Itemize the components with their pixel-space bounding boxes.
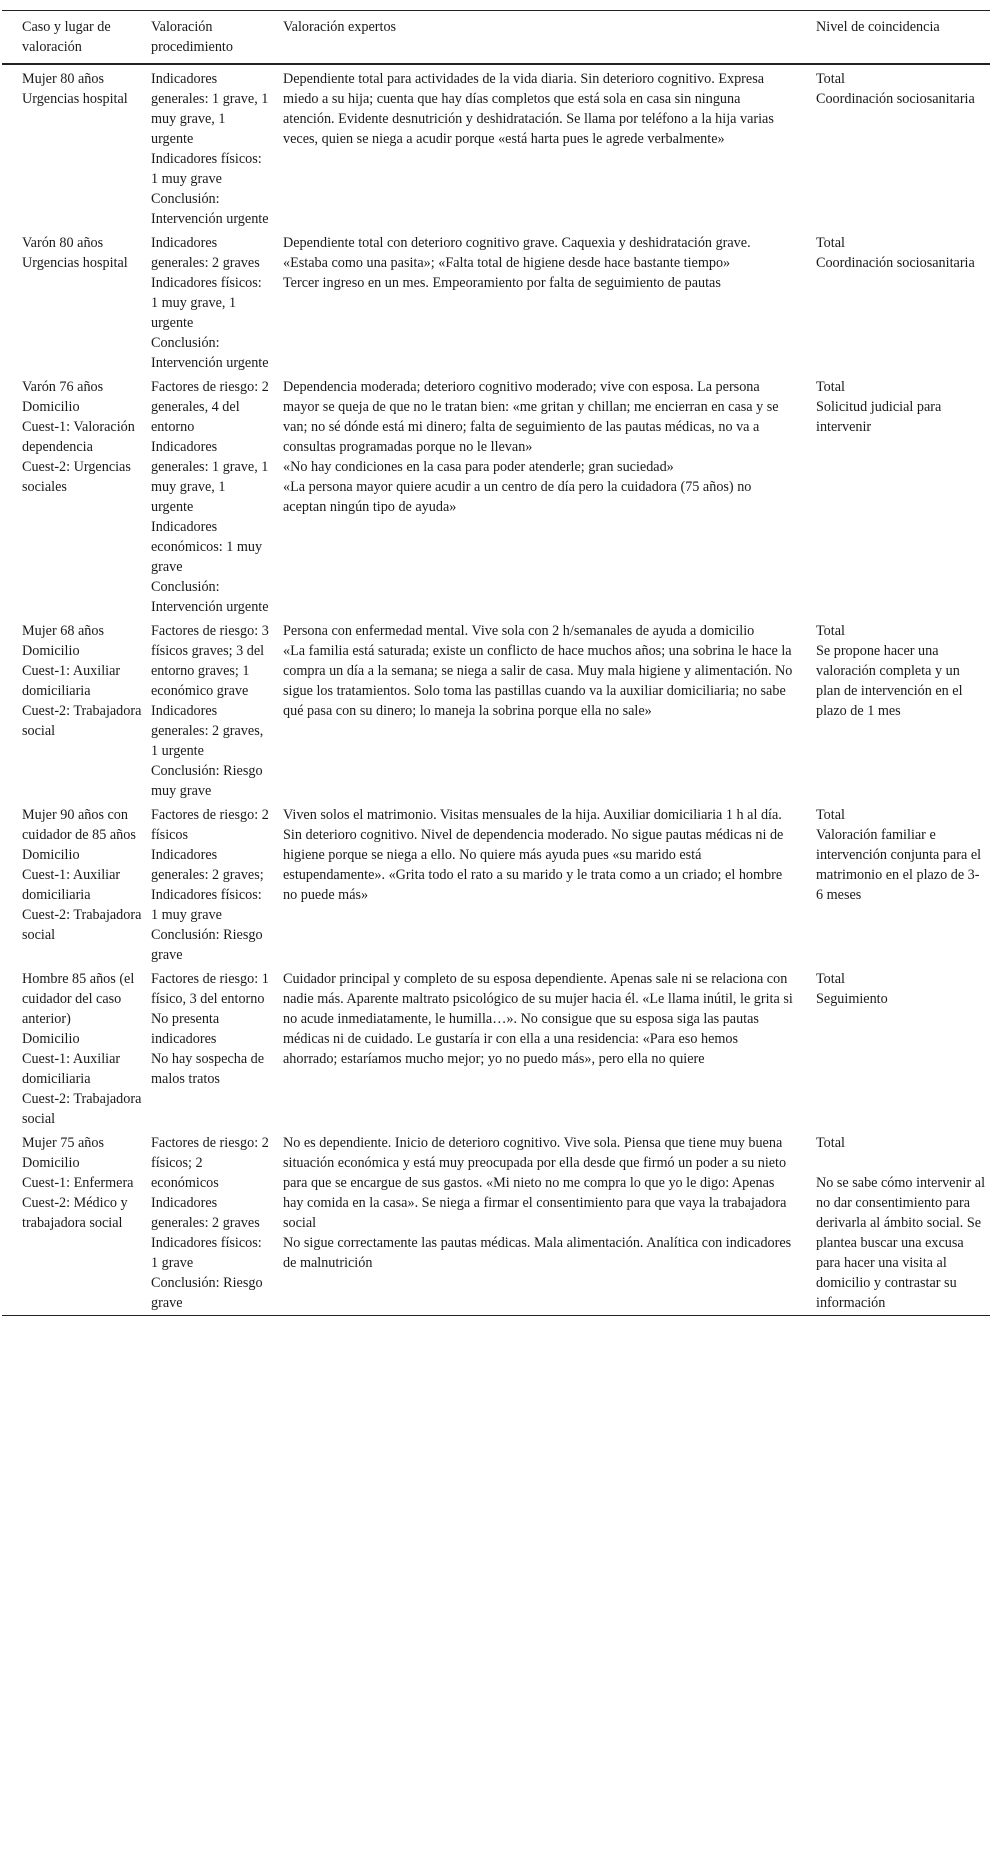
procedimiento-line: Indicadores generales: 1 grave, 1 muy grave, 1 urgente	[151, 439, 269, 515]
cell-caso	[2, 965, 150, 1129]
caso-line: Mujer 90 años con cuidador de 85 años	[22, 807, 136, 843]
table-row	[2, 801, 990, 965]
header-procedimiento: Valoración procedimiento	[150, 11, 273, 65]
procedimiento-line: Conclusión: Riesgo grave	[151, 1275, 263, 1311]
caso-line: Mujer 68 años	[22, 623, 104, 639]
procedimiento-line: Factores de riesgo: 2 generales, 4 del entorno	[151, 379, 269, 435]
table-row	[2, 373, 990, 617]
cell-expertos	[273, 1129, 816, 1316]
coincidencia-line: Solicitud judicial para intervenir	[816, 399, 942, 435]
caso-line: Cuest-1: Auxiliar domiciliaria	[22, 1051, 121, 1087]
procedimiento-line: Indicadores físicos: 1 grave	[151, 1235, 262, 1271]
cell-expertos	[273, 373, 816, 617]
caso-line: Mujer 75 años	[22, 1135, 104, 1151]
expertos-line: No es dependiente. Inicio de deterioro cognitivo. Vive sola. Piensa que tiene muy buena situación económica y está muy preocupada por ella desde que firmó un poder a su nieto para que se encargue de sus gastos. «Mi nieto no me compra lo que yo le digo: Apenas hay comida en la casa». Se niega a firmar el consentimiento para que vaya la trabajadora social	[283, 1135, 787, 1231]
procedimiento-line: Factores de riesgo: 3 físicos graves; 3 del entorno graves; 1 económico grave	[151, 623, 269, 699]
procedimiento-line: No hay sospecha de malos tratos	[151, 1051, 265, 1087]
table-row	[2, 965, 990, 1129]
cell-coincidencia	[816, 229, 990, 373]
procedimiento-line: Conclusión: Intervención urgente	[151, 191, 269, 227]
table-row	[2, 64, 990, 229]
caso-line: Cuest-1: Valoración dependencia	[22, 419, 135, 455]
assessment-table	[2, 10, 990, 1316]
cell-expertos	[273, 965, 816, 1129]
caso-line: Domicilio	[22, 643, 80, 659]
caso-line: Domicilio	[22, 1155, 80, 1171]
procedimiento-line: Indicadores generales: 2 graves	[151, 235, 260, 271]
coincidencia-line: Seguimiento	[816, 991, 888, 1007]
expertos-line: Dependiente total para actividades de la vida diaria. Sin deterioro cognitivo. Expresa miedo a su hija; cuenta que hay días completos que está sola en casa sin ninguna atención. Evidente desnutrición y deshidratación. Se llama por teléfono a la hija varias veces, quien se niega a acudir porque «está harta pues le agrede verbalmente»	[283, 71, 774, 147]
expertos-line: «No hay condiciones en la casa para poder atenderle; gran suciedad»	[283, 459, 674, 475]
cell-procedimiento	[150, 64, 273, 229]
cell-caso	[2, 64, 150, 229]
cell-caso	[2, 801, 150, 965]
coincidencia-line: No se sabe cómo intervenir al no dar consentimiento para derivarla al ámbito social. Se plantea buscar una excusa para hacer una visita al domicilio y contrastar su información	[816, 1175, 986, 1311]
cell-expertos	[273, 229, 816, 373]
expertos-line: Persona con enfermedad mental. Vive sola con 2 h/semanales de ayuda a domicilio	[283, 623, 755, 639]
coincidencia-line: Valoración familiar e intervención conjunta para el matrimonio en el plazo de 3-6 meses	[816, 827, 982, 903]
procedimiento-line: Indicadores económicos: 1 muy grave	[151, 519, 263, 575]
table-row	[2, 1129, 990, 1316]
caso-line: Cuest-1: Auxiliar domiciliaria	[22, 663, 121, 699]
cell-procedimiento	[150, 801, 273, 965]
cell-expertos	[273, 801, 816, 965]
procedimiento-line: Conclusión: Intervención urgente	[151, 579, 269, 615]
procedimiento-line: Conclusión: Intervención urgente	[151, 335, 269, 371]
caso-line: Cuest-2: Trabajadora social	[22, 1091, 142, 1127]
table-header	[2, 11, 990, 65]
expertos-line: Viven solos el matrimonio. Visitas mensuales de la hija. Auxiliar domiciliaria 1 h al día. Sin deterioro cognitivo. Nivel de dependencia moderado. No sigue pautas médicas ni de higiene porque se niega a ello. No quiere más ayuda pues «su marido está estupendamente». «Grita todo el rato a su marido y le trata como a un criado; el hombre no puede más»	[283, 807, 784, 903]
expertos-line: «La persona mayor quiere acudir a un centro de día pero la cuidadora (75 años) no aceptan ningún tipo de ayuda»	[283, 479, 752, 515]
table-row	[2, 617, 990, 801]
cell-caso	[2, 1129, 150, 1316]
coincidencia-line: Total	[816, 379, 845, 395]
coincidencia-line: Total	[816, 623, 845, 639]
caso-line: Cuest-1: Enfermera	[22, 1175, 134, 1191]
caso-line: Cuest-2: Médico y trabajadora social	[22, 1195, 128, 1231]
coincidencia-line: Total	[816, 1135, 845, 1151]
caso-line: Varón 76 años	[22, 379, 104, 395]
procedimiento-line: Conclusión: Riesgo muy grave	[151, 763, 263, 799]
cell-coincidencia	[816, 373, 990, 617]
table-row	[2, 229, 990, 373]
procedimiento-line: Conclusión: Riesgo grave	[151, 927, 263, 963]
expertos-line: «La familia está saturada; existe un conflicto de hace muchos años; una sobrina le hace la compra un día a la semana; se niega a salir de casa. Muy mala higiene y alimentación. No sigue los tratamientos. Solo toma las pastillas cuando va la auxiliar domiciliaria; no sabe qué pasa con su dinero; lo maneja la sobrina porque ella no sale»	[283, 643, 793, 719]
caso-line: Varón 80 años	[22, 235, 104, 251]
procedimiento-line: Factores de riesgo: 2 físicos	[151, 807, 269, 843]
caso-line: Cuest-2: Trabajadora social	[22, 703, 142, 739]
procedimiento-line: Indicadores generales: 2 graves	[151, 1195, 260, 1231]
expertos-line: Dependencia moderada; deterioro cognitivo moderado; vive con esposa. La persona mayor se queja de que no le tratan bien: «me gritan y chillan; me encierran en casa y se van; no sé dónde está mi dinero; falta de seguimiento de las pautas médicas, no va a consultas programadas porque no le llevan»	[283, 379, 779, 455]
caso-line: Cuest-1: Auxiliar domiciliaria	[22, 867, 121, 903]
cell-procedimiento	[150, 229, 273, 373]
coincidencia-line: Total	[816, 807, 845, 823]
procedimiento-line: Indicadores generales: 2 graves, 1 urgente	[151, 703, 264, 759]
cell-procedimiento	[150, 965, 273, 1129]
expertos-line: Dependiente total con deterioro cognitivo grave. Caquexia y deshidratación grave. «Estaba como una pasita»; «Falta total de higiene desde hace bastante tiempo»	[283, 235, 751, 271]
caso-line: Mujer 80 años	[22, 71, 104, 87]
cell-coincidencia	[816, 617, 990, 801]
caso-line: Domicilio	[22, 847, 80, 863]
coincidencia-line: Coordinación sociosanitaria	[816, 255, 975, 271]
cell-procedimiento	[150, 617, 273, 801]
header-row	[2, 11, 990, 65]
caso-line: Cuest-2: Urgencias sociales	[22, 459, 131, 495]
cell-coincidencia	[816, 1129, 990, 1316]
procedimiento-line: Indicadores generales: 1 grave, 1 muy grave, 1 urgente	[151, 71, 269, 147]
cell-procedimiento	[150, 1129, 273, 1316]
coincidencia-line: Total	[816, 971, 845, 987]
procedimiento-line: Indicadores físicos: 1 muy grave, 1 urgente	[151, 275, 262, 331]
caso-line: Cuest-2: Trabajadora social	[22, 907, 142, 943]
procedimiento-line: Indicadores físicos: 1 muy grave	[151, 151, 262, 187]
caso-line: Urgencias hospital	[22, 255, 128, 271]
table-body	[2, 64, 990, 1316]
expertos-line: Cuidador principal y completo de su esposa dependiente. Apenas sale ni se relaciona con nadie más. Aparente maltrato psicológico de su mujer hacia él. «Le llama inútil, le grita si no acude inmediatamente, le humilla…». No consigue que su esposa siga las pautas médicas ni de cuidado. Le gustaría ir con ella a una residencia: «Para eso hemos ahorrado; estaríamos mucho mejor; yo no puedo más», pero ella no quiere	[283, 971, 793, 1067]
coincidencia-line: Total	[816, 71, 845, 87]
procedimiento-line: Indicadores generales: 2 graves;	[151, 847, 264, 883]
caso-line: Domicilio	[22, 399, 80, 415]
caso-line: Domicilio	[22, 1031, 80, 1047]
coincidencia-line: Coordinación sociosanitaria	[816, 91, 975, 107]
cell-expertos	[273, 64, 816, 229]
procedimiento-line: Factores de riesgo: 2 físicos; 2 económicos	[151, 1135, 269, 1191]
header-coincidencia: Nivel de coincidencia	[816, 11, 990, 65]
header-caso: Caso y lugar de valoración	[2, 11, 150, 65]
cell-caso	[2, 373, 150, 617]
procedimiento-line: Indicadores físicos: 1 muy grave	[151, 887, 262, 923]
header-expertos: Valoración expertos	[273, 11, 816, 65]
cell-procedimiento	[150, 373, 273, 617]
cell-caso	[2, 229, 150, 373]
procedimiento-line: No presenta indicadores	[151, 1011, 220, 1047]
expertos-line: Tercer ingreso en un mes. Empeoramiento por falta de seguimiento de pautas	[283, 275, 721, 291]
coincidencia-line: Total	[816, 235, 845, 251]
coincidencia-line	[816, 1153, 986, 1173]
cell-coincidencia	[816, 965, 990, 1129]
cell-coincidencia	[816, 64, 990, 229]
caso-line: Urgencias hospital	[22, 91, 128, 107]
expertos-line: No sigue correctamente las pautas médicas. Mala alimentación. Analítica con indicadores de malnutrición	[283, 1235, 792, 1271]
cell-expertos	[273, 617, 816, 801]
procedimiento-line: Factores de riesgo: 1 físico, 3 del entorno	[151, 971, 269, 1007]
cell-coincidencia	[816, 801, 990, 965]
coincidencia-line: Se propone hacer una valoración completa y un plan de intervención en el plazo de 1 mes	[816, 643, 963, 719]
caso-line: Hombre 85 años (el cuidador del caso anterior)	[22, 971, 135, 1027]
cell-caso	[2, 617, 150, 801]
